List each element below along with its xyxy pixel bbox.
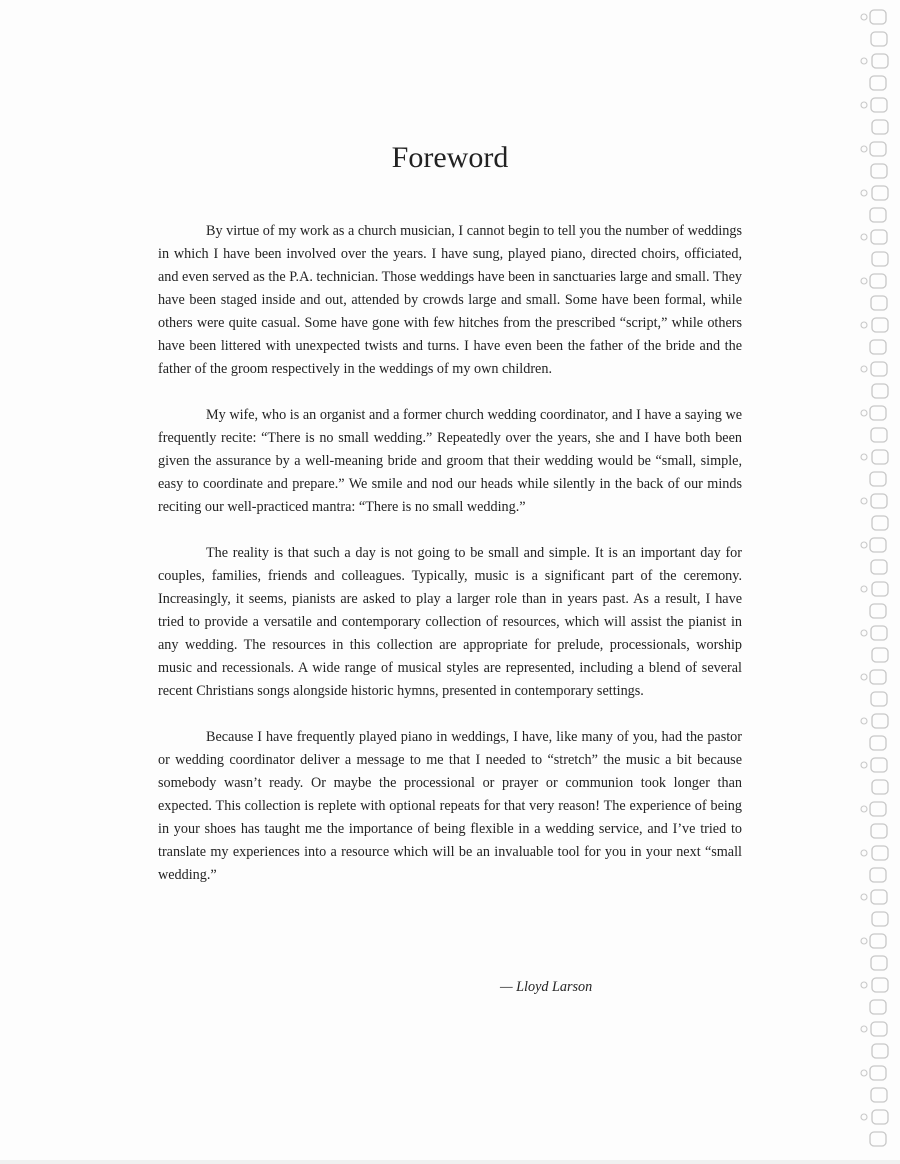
paragraph-1: By virtue of my work as a church musician, I cannot begin to tell you the number of weddings in which I have been involved over the years. I have sung, played piano, directed choirs, officiated, and even served as the P.A. technician. Those weddings have been in sanctuaries large and small. They have been staged inside and out, attended by crowds large and small. Some have been formal, while others were quite casual. Some have gone with few hitches from the prescribed “script,” while others have been littered with unexpected twists and turns. I have even been the father of the bride and the father of the groom respectively in the weddings of my own children. [158,223,742,377]
scan-bottom-edge [0,1160,900,1164]
edge-mark [861,978,888,992]
edge-mark [870,604,886,618]
edge-mark [871,956,887,970]
edge-mark [872,516,888,530]
edge-mark [871,1088,887,1102]
edge-mark [861,406,886,420]
edge-mark [861,802,886,816]
edge-mark [861,934,886,948]
edge-mark [861,714,888,728]
author-signature: — Lloyd Larson [500,979,593,995]
edge-mark [861,582,888,596]
edge-mark [861,846,888,860]
edge-mark [861,230,887,244]
edge-mark [861,54,888,68]
edge-mark [861,98,887,112]
edge-mark [870,1132,886,1146]
edge-mark [872,780,888,794]
edge-mark [861,142,886,156]
edge-mark [861,758,887,772]
edge-mark [861,1110,888,1124]
edge-mark [861,318,888,332]
edge-mark [861,1022,887,1036]
edge-mark [870,868,886,882]
edge-mark [870,340,886,354]
foreword-body [158,220,742,910]
edge-mark [861,890,887,904]
binding-edge-marks [856,4,894,1160]
edge-mark [871,428,887,442]
edge-mark [871,560,887,574]
edge-mark [861,1066,886,1080]
edge-mark [870,736,886,750]
edge-mark [871,32,887,46]
edge-mark [870,472,886,486]
edge-mark [861,670,886,684]
edge-mark [861,10,886,24]
paragraph-4: Because I have frequently played piano in weddings, I have, like many of you, had the pastor or wedding coordinator deliver a message to me that I needed to “stretch” the music a bit because somebody wasn’t ready. Or maybe the processional or prayer or communion took longer than expected. This collection is replete with optional repeats for that very reason! The experience of being in your shoes has taught me the importance of being flexible in a wedding service, and I’ve tried to translate my experiences into a resource which will be an invaluable tool for you in your next “small wedding.” [158,729,742,883]
edge-mark [872,912,888,926]
edge-mark [872,252,888,266]
edge-mark [870,76,886,90]
page-title: Foreword [391,141,509,174]
edge-mark [871,164,887,178]
edge-mark [871,692,887,706]
edge-mark [872,120,888,134]
edge-mark [861,274,886,288]
edge-mark [861,450,888,464]
edge-mark [861,538,886,552]
paragraph-3: The reality is that such a day is not going to be small and simple. It is an important day for couples, families, friends and colleagues. Typically, music is a significant part of the ceremony. Increasingly, it seems, pianists are asked to play a larger role than in years past. As a result, I have tried to provide a versatile and contemporary collection of resources, which will assist the pianist in any wedding. The resources in this collection are appropriate for prelude, processionals, worship music and recessionals. A wide range of musical styles are represented, including a blend of several recent Christians songs alongside historic hymns, presented in contemporary settings. [158,545,742,699]
scan-edge-artifact [852,0,900,1164]
edge-mark [871,824,887,838]
edge-mark [871,296,887,310]
edge-mark [861,494,887,508]
edge-mark [870,1000,886,1014]
edge-mark [870,208,886,222]
edge-mark [872,384,888,398]
edge-mark [872,648,888,662]
edge-mark [861,362,887,376]
edge-mark [872,1044,888,1058]
edge-mark [861,186,888,200]
edge-mark [861,626,887,640]
paragraph-2: My wife, who is an organist and a former church wedding coordinator, and I have a saying we frequently recite: “There is no small wedding.” Repeatedly over the years, she and I have both been given the assurance by a well-meaning bride and groom that their wedding would be “small, simple, easy to coordinate and prepare.” We smile and nod our heads while silently in the back of our minds reciting our well-practiced mantra: “There is no small wedding.” [158,407,742,515]
